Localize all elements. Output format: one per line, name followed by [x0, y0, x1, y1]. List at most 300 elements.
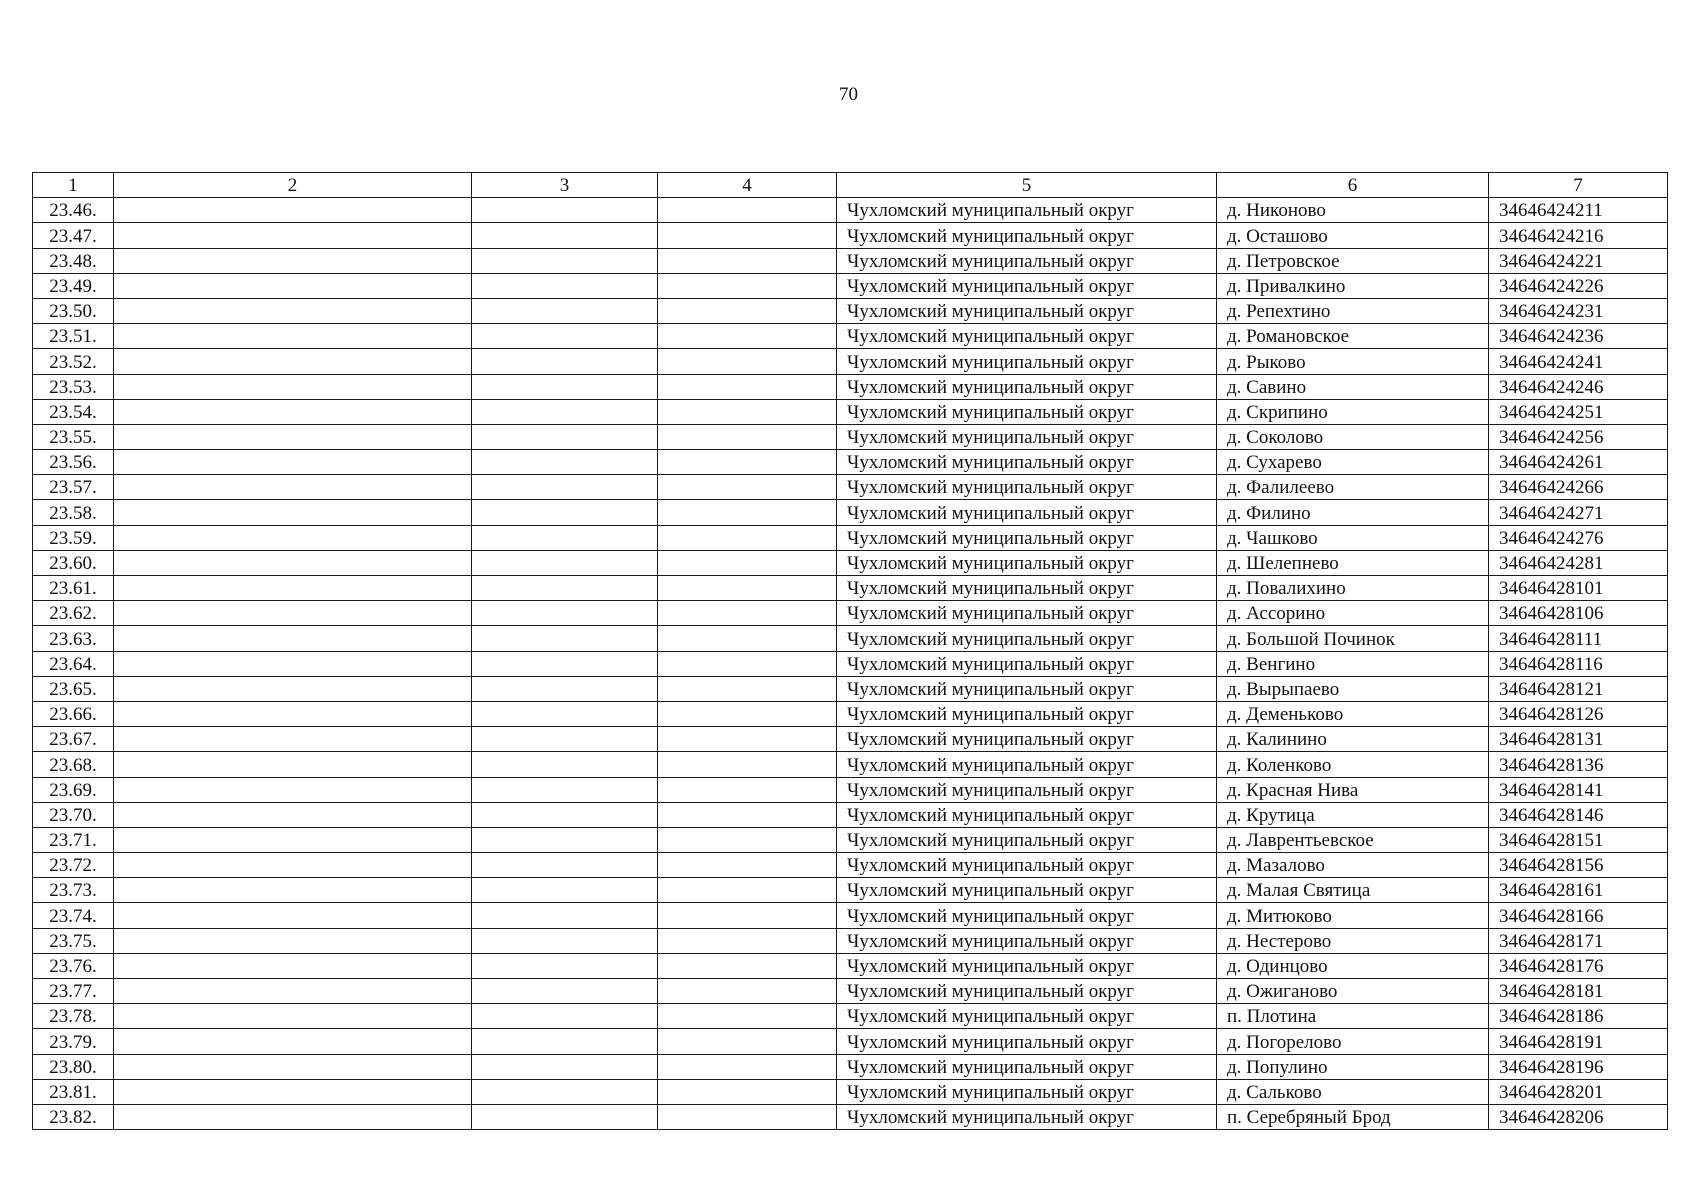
locality-cell: д. Мазалово [1217, 853, 1489, 878]
locality-cell: д. Петровское [1217, 248, 1489, 273]
oktmo-code-cell: 34646428101 [1489, 576, 1668, 601]
locality-cell: д. Лаврентьевское [1217, 827, 1489, 852]
oktmo-code-cell: 34646424216 [1489, 223, 1668, 248]
locality-cell: д. Соколово [1217, 424, 1489, 449]
table-row [33, 1054, 1668, 1079]
column-2-cell [114, 298, 472, 323]
district-cell: Чухломский муниципальный округ [837, 701, 1217, 726]
row-number-cell: 23.72. [33, 853, 114, 878]
district-cell: Чухломский муниципальный округ [837, 676, 1217, 701]
column-header: 5 [837, 173, 1217, 198]
column-header: 7 [1489, 173, 1668, 198]
column-2-cell [114, 576, 472, 601]
district-cell: Чухломский муниципальный округ [837, 979, 1217, 1004]
row-number-cell: 23.56. [33, 450, 114, 475]
column-4-cell [658, 853, 837, 878]
locality-cell: д. Погорелово [1217, 1029, 1489, 1054]
table-row [33, 525, 1668, 550]
row-number-cell: 23.68. [33, 752, 114, 777]
district-cell: Чухломский муниципальный округ [837, 374, 1217, 399]
locality-cell: д. Сальково [1217, 1079, 1489, 1104]
column-4-cell [658, 953, 837, 978]
oktmo-code-cell: 34646424281 [1489, 550, 1668, 575]
district-cell: Чухломский муниципальный округ [837, 298, 1217, 323]
column-4-cell [658, 601, 837, 626]
table-row [33, 1104, 1668, 1129]
column-4-cell [658, 1054, 837, 1079]
column-2-cell [114, 399, 472, 424]
column-2-cell [114, 424, 472, 449]
column-2-cell [114, 979, 472, 1004]
locality-cell: д. Вырыпаево [1217, 676, 1489, 701]
column-2-cell [114, 475, 472, 500]
table-row [33, 1004, 1668, 1029]
oktmo-code-cell: 34646428111 [1489, 626, 1668, 651]
table-row [33, 701, 1668, 726]
column-3-cell [472, 248, 658, 273]
oktmo-code-cell: 34646424261 [1489, 450, 1668, 475]
table-row [33, 878, 1668, 903]
row-number-cell: 23.77. [33, 979, 114, 1004]
column-2-cell [114, 953, 472, 978]
oktmo-code-cell: 34646428171 [1489, 928, 1668, 953]
column-3-cell [472, 324, 658, 349]
column-3-cell [472, 273, 658, 298]
column-4-cell [658, 676, 837, 701]
locality-cell: д. Популино [1217, 1054, 1489, 1079]
table-row [33, 374, 1668, 399]
oktmo-code-cell: 34646428151 [1489, 827, 1668, 852]
locality-cell: д. Одинцово [1217, 953, 1489, 978]
column-3-cell [472, 576, 658, 601]
locality-cell: д. Повалихино [1217, 576, 1489, 601]
column-2-cell [114, 802, 472, 827]
district-cell: Чухломский муниципальный округ [837, 576, 1217, 601]
column-3-cell [472, 928, 658, 953]
district-cell: Чухломский муниципальный округ [837, 475, 1217, 500]
district-cell: Чухломский муниципальный округ [837, 626, 1217, 651]
column-2-cell [114, 525, 472, 550]
column-2-cell [114, 878, 472, 903]
district-cell: Чухломский муниципальный округ [837, 324, 1217, 349]
table-row [33, 727, 1668, 752]
row-number-cell: 23.63. [33, 626, 114, 651]
table-row [33, 576, 1668, 601]
column-2-cell [114, 1054, 472, 1079]
row-number-cell: 23.59. [33, 525, 114, 550]
column-4-cell [658, 223, 837, 248]
row-number-cell: 23.57. [33, 475, 114, 500]
oktmo-code-cell: 34646428166 [1489, 903, 1668, 928]
column-2-cell [114, 701, 472, 726]
column-2-cell [114, 903, 472, 928]
column-4-cell [658, 626, 837, 651]
column-3-cell [472, 223, 658, 248]
locality-cell: д. Ассорино [1217, 601, 1489, 626]
district-cell: Чухломский муниципальный округ [837, 1104, 1217, 1129]
district-cell: Чухломский муниципальный округ [837, 525, 1217, 550]
locality-cell: д. Шелепнево [1217, 550, 1489, 575]
oktmo-code-cell: 34646424231 [1489, 298, 1668, 323]
locality-cell: д. Чашково [1217, 525, 1489, 550]
locality-cell: д. Коленково [1217, 752, 1489, 777]
column-4-cell [658, 424, 837, 449]
table-row [33, 450, 1668, 475]
column-4-cell [658, 651, 837, 676]
oktmo-code-cell: 34646428161 [1489, 878, 1668, 903]
column-2-cell [114, 450, 472, 475]
column-2-cell [114, 777, 472, 802]
column-3-cell [472, 525, 658, 550]
table-row [33, 349, 1668, 374]
column-3-cell [472, 676, 658, 701]
column-3-cell [472, 903, 658, 928]
column-2-cell [114, 550, 472, 575]
column-3-cell [472, 450, 658, 475]
row-number-cell: 23.64. [33, 651, 114, 676]
column-2-cell [114, 273, 472, 298]
district-cell: Чухломский муниципальный округ [837, 727, 1217, 752]
locality-cell: д. Привалкино [1217, 273, 1489, 298]
row-number-cell: 23.49. [33, 273, 114, 298]
district-cell: Чухломский муниципальный округ [837, 827, 1217, 852]
oktmo-code-cell: 34646428131 [1489, 727, 1668, 752]
row-number-cell: 23.82. [33, 1104, 114, 1129]
oktmo-code-cell: 34646424266 [1489, 475, 1668, 500]
locality-cell: д. Осташово [1217, 223, 1489, 248]
table-row [33, 273, 1668, 298]
column-3-cell [472, 500, 658, 525]
table-row [33, 827, 1668, 852]
column-4-cell [658, 1104, 837, 1129]
oktmo-code-cell: 34646428206 [1489, 1104, 1668, 1129]
oktmo-code-cell: 34646428146 [1489, 802, 1668, 827]
table-row [33, 953, 1668, 978]
district-cell: Чухломский муниципальный округ [837, 802, 1217, 827]
column-4-cell [658, 525, 837, 550]
district-cell: Чухломский муниципальный округ [837, 450, 1217, 475]
column-2-cell [114, 752, 472, 777]
locality-cell: д. Фалилеево [1217, 475, 1489, 500]
district-cell: Чухломский муниципальный округ [837, 1054, 1217, 1079]
row-number-cell: 23.58. [33, 500, 114, 525]
row-number-cell: 23.78. [33, 1004, 114, 1029]
table-row [33, 198, 1668, 223]
row-number-cell: 23.53. [33, 374, 114, 399]
table-row [33, 223, 1668, 248]
table-row [33, 424, 1668, 449]
row-number-cell: 23.61. [33, 576, 114, 601]
district-cell: Чухломский муниципальный округ [837, 1004, 1217, 1029]
column-header: 6 [1217, 173, 1489, 198]
locality-cell: д. Красная Нива [1217, 777, 1489, 802]
column-2-cell [114, 676, 472, 701]
row-number-cell: 23.75. [33, 928, 114, 953]
district-cell: Чухломский муниципальный округ [837, 878, 1217, 903]
row-number-cell: 23.76. [33, 953, 114, 978]
oktmo-code-cell: 34646424251 [1489, 399, 1668, 424]
column-4-cell [658, 979, 837, 1004]
table-row [33, 399, 1668, 424]
district-cell: Чухломский муниципальный округ [837, 349, 1217, 374]
district-cell: Чухломский муниципальный округ [837, 1079, 1217, 1104]
page-number: 70 [839, 84, 858, 105]
district-cell: Чухломский муниципальный округ [837, 424, 1217, 449]
district-cell: Чухломский муниципальный округ [837, 777, 1217, 802]
table-row [33, 550, 1668, 575]
oktmo-code-cell: 34646428181 [1489, 979, 1668, 1004]
district-cell: Чухломский муниципальный округ [837, 928, 1217, 953]
column-3-cell [472, 349, 658, 374]
oktmo-code-cell: 34646428176 [1489, 953, 1668, 978]
table-row [33, 903, 1668, 928]
column-2-cell [114, 626, 472, 651]
column-3-cell [472, 1079, 658, 1104]
district-cell: Чухломский муниципальный округ [837, 198, 1217, 223]
locality-cell: д. Крутица [1217, 802, 1489, 827]
oktmo-code-cell: 34646428201 [1489, 1079, 1668, 1104]
row-number-cell: 23.65. [33, 676, 114, 701]
column-2-cell [114, 727, 472, 752]
column-4-cell [658, 1004, 837, 1029]
column-4-cell [658, 475, 837, 500]
oktmo-code-cell: 34646428121 [1489, 676, 1668, 701]
table-row [33, 802, 1668, 827]
locality-cell: д. Калинино [1217, 727, 1489, 752]
locality-cell: д. Венгино [1217, 651, 1489, 676]
locality-cell: д. Репехтино [1217, 298, 1489, 323]
table-row [33, 928, 1668, 953]
row-number-cell: 23.71. [33, 827, 114, 852]
column-2-cell [114, 1004, 472, 1029]
oktmo-code-cell: 34646424211 [1489, 198, 1668, 223]
oktmo-code-cell: 34646428126 [1489, 701, 1668, 726]
column-2-cell [114, 601, 472, 626]
column-3-cell [472, 374, 658, 399]
locality-cell: д. Савино [1217, 374, 1489, 399]
table-row [33, 500, 1668, 525]
locality-cell: д. Рыково [1217, 349, 1489, 374]
row-number-cell: 23.67. [33, 727, 114, 752]
column-4-cell [658, 500, 837, 525]
district-cell: Чухломский муниципальный округ [837, 651, 1217, 676]
column-4-cell [658, 1029, 837, 1054]
row-number-cell: 23.70. [33, 802, 114, 827]
district-cell: Чухломский муниципальный округ [837, 500, 1217, 525]
header-row [33, 173, 1668, 198]
column-4-cell [658, 903, 837, 928]
locality-cell: п. Серебряный Брод [1217, 1104, 1489, 1129]
column-4-cell [658, 349, 837, 374]
column-4-cell [658, 298, 837, 323]
column-2-cell [114, 827, 472, 852]
column-3-cell [472, 651, 658, 676]
district-cell: Чухломский муниципальный округ [837, 550, 1217, 575]
table-row [33, 475, 1668, 500]
column-4-cell [658, 928, 837, 953]
column-4-cell [658, 550, 837, 575]
table-row [33, 676, 1668, 701]
district-cell: Чухломский муниципальный округ [837, 903, 1217, 928]
oktmo-code-cell: 34646424246 [1489, 374, 1668, 399]
column-3-cell [472, 1104, 658, 1129]
column-header: 2 [114, 173, 472, 198]
locality-cell: д. Филино [1217, 500, 1489, 525]
oktmo-code-cell: 34646428191 [1489, 1029, 1668, 1054]
column-3-cell [472, 953, 658, 978]
oktmo-code-cell: 34646424276 [1489, 525, 1668, 550]
column-4-cell [658, 324, 837, 349]
oktmo-code-cell: 34646428156 [1489, 853, 1668, 878]
column-2-cell [114, 324, 472, 349]
column-4-cell [658, 752, 837, 777]
locality-table [32, 172, 1668, 1130]
column-3-cell [472, 601, 658, 626]
column-3-cell [472, 727, 658, 752]
column-4-cell [658, 399, 837, 424]
column-2-cell [114, 1104, 472, 1129]
oktmo-code-cell: 34646424241 [1489, 349, 1668, 374]
table-row [33, 777, 1668, 802]
table-body [33, 198, 1668, 1130]
column-4-cell [658, 248, 837, 273]
row-number-cell: 23.74. [33, 903, 114, 928]
oktmo-code-cell: 34646424256 [1489, 424, 1668, 449]
district-cell: Чухломский муниципальный округ [837, 223, 1217, 248]
table-row [33, 248, 1668, 273]
oktmo-code-cell: 34646428116 [1489, 651, 1668, 676]
row-number-cell: 23.54. [33, 399, 114, 424]
row-number-cell: 23.69. [33, 777, 114, 802]
district-cell: Чухломский муниципальный округ [837, 248, 1217, 273]
column-3-cell [472, 777, 658, 802]
oktmo-code-cell: 34646424236 [1489, 324, 1668, 349]
column-3-cell [472, 626, 658, 651]
table-row [33, 1029, 1668, 1054]
row-number-cell: 23.79. [33, 1029, 114, 1054]
district-cell: Чухломский муниципальный округ [837, 853, 1217, 878]
oktmo-code-cell: 34646428106 [1489, 601, 1668, 626]
column-3-cell [472, 1054, 658, 1079]
table-row [33, 752, 1668, 777]
row-number-cell: 23.60. [33, 550, 114, 575]
district-cell: Чухломский муниципальный округ [837, 953, 1217, 978]
column-4-cell [658, 727, 837, 752]
locality-cell: д. Митюково [1217, 903, 1489, 928]
locality-cell: д. Большой Починок [1217, 626, 1489, 651]
row-number-cell: 23.47. [33, 223, 114, 248]
column-3-cell [472, 298, 658, 323]
column-4-cell [658, 1079, 837, 1104]
column-3-cell [472, 198, 658, 223]
column-3-cell [472, 701, 658, 726]
oktmo-code-cell: 34646428136 [1489, 752, 1668, 777]
column-2-cell [114, 198, 472, 223]
column-3-cell [472, 399, 658, 424]
locality-cell: д. Никоново [1217, 198, 1489, 223]
district-cell: Чухломский муниципальный округ [837, 1029, 1217, 1054]
table-row [33, 601, 1668, 626]
oktmo-code-cell: 34646428141 [1489, 777, 1668, 802]
column-2-cell [114, 374, 472, 399]
oktmo-code-cell: 34646428196 [1489, 1054, 1668, 1079]
column-2-cell [114, 1079, 472, 1104]
column-4-cell [658, 827, 837, 852]
locality-cell: д. Малая Святица [1217, 878, 1489, 903]
row-number-cell: 23.51. [33, 324, 114, 349]
table-row [33, 324, 1668, 349]
column-2-cell [114, 500, 472, 525]
locality-cell: д. Скрипино [1217, 399, 1489, 424]
locality-cell: п. Плотина [1217, 1004, 1489, 1029]
oktmo-code-cell: 34646424221 [1489, 248, 1668, 273]
table-row [33, 651, 1668, 676]
column-3-cell [472, 827, 658, 852]
column-2-cell [114, 928, 472, 953]
locality-cell: д. Деменьково [1217, 701, 1489, 726]
row-number-cell: 23.52. [33, 349, 114, 374]
locality-cell: д. Романовское [1217, 324, 1489, 349]
column-4-cell [658, 450, 837, 475]
district-cell: Чухломский муниципальный округ [837, 601, 1217, 626]
column-header: 1 [33, 173, 114, 198]
column-4-cell [658, 802, 837, 827]
district-cell: Чухломский муниципальный округ [837, 399, 1217, 424]
column-2-cell [114, 223, 472, 248]
row-number-cell: 23.46. [33, 198, 114, 223]
row-number-cell: 23.66. [33, 701, 114, 726]
column-4-cell [658, 198, 837, 223]
row-number-cell: 23.80. [33, 1054, 114, 1079]
row-number-cell: 23.48. [33, 248, 114, 273]
column-3-cell [472, 1029, 658, 1054]
column-3-cell [472, 878, 658, 903]
column-4-cell [658, 374, 837, 399]
column-2-cell [114, 853, 472, 878]
column-3-cell [472, 550, 658, 575]
row-number-cell: 23.73. [33, 878, 114, 903]
table-row [33, 979, 1668, 1004]
column-4-cell [658, 777, 837, 802]
column-3-cell [472, 853, 658, 878]
column-2-cell [114, 349, 472, 374]
district-cell: Чухломский муниципальный округ [837, 273, 1217, 298]
table-row [33, 626, 1668, 651]
row-number-cell: 23.50. [33, 298, 114, 323]
table-row [33, 1079, 1668, 1104]
locality-cell: д. Нестерово [1217, 928, 1489, 953]
row-number-cell: 23.62. [33, 601, 114, 626]
column-2-cell [114, 248, 472, 273]
column-4-cell [658, 273, 837, 298]
table-row [33, 853, 1668, 878]
table-row [33, 298, 1668, 323]
row-number-cell: 23.55. [33, 424, 114, 449]
column-header: 3 [472, 173, 658, 198]
column-2-cell [114, 1029, 472, 1054]
column-3-cell [472, 424, 658, 449]
column-4-cell [658, 576, 837, 601]
column-header: 4 [658, 173, 837, 198]
column-3-cell [472, 979, 658, 1004]
oktmo-code-cell: 34646424226 [1489, 273, 1668, 298]
column-4-cell [658, 878, 837, 903]
locality-cell: д. Сухарево [1217, 450, 1489, 475]
column-3-cell [472, 475, 658, 500]
district-cell: Чухломский муниципальный округ [837, 752, 1217, 777]
column-3-cell [472, 1004, 658, 1029]
column-2-cell [114, 651, 472, 676]
